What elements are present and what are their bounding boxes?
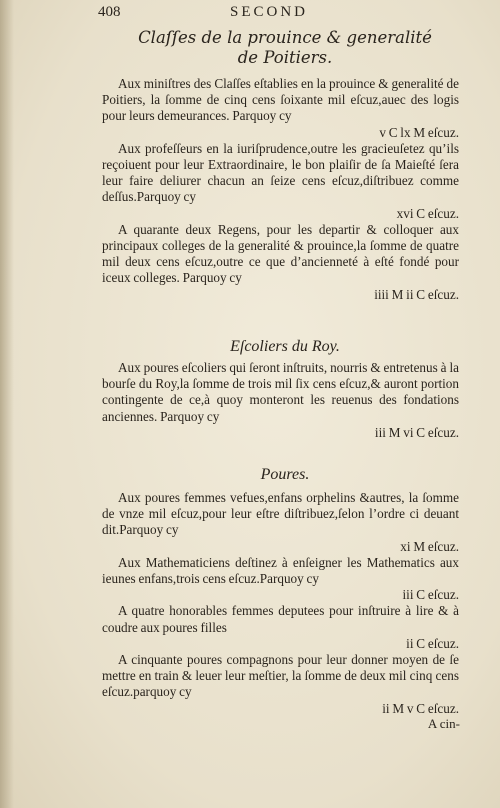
page-gutter-shadow xyxy=(0,0,14,808)
paragraph-text: Aux poures eſcoliers qui ſeront inſtruits, nourris & entretenus à la bourſe du Roy,la ſomme de trois mil ſix cens eſcuz,& auront portion contingente de ce,à quoy monteront les reuenus des fondations anciennes. Parquoy cy xyxy=(102,360,459,424)
amount: xi M eſcuz. xyxy=(400,538,459,554)
paragraph-text: Aux Mathematiciens deſtinez à enſeigner les Mathematics aux ieunes enfans,trois cens eſcuz.Parquoy cy xyxy=(102,554,459,587)
amount: ii M v C eſcuz. xyxy=(382,700,459,716)
catchword: A cin- xyxy=(427,716,460,731)
paragraph-text: Aux poures femmes vefues,enfans orphelins &autres, la ſomme de vnze mil eſcuz,pour leur eſtre diſtribuez,ſelon l’ordre ci deuant dit.Parquoy cy xyxy=(102,490,459,538)
paragraph-text: Aux miniſtres des Claſſes eſtablies en la prouince & generalité de Poitiers, la ſomme de cinq cens ſoixante mil eſcuz,auec des logis pour leurs demeurances. Parquoy cy xyxy=(102,76,459,124)
paragraph-text: Aux profeſſeurs en la iuriſprudence,outre les gracieuſetez qu’ils reçoiuent pour leur Extraordinaire, le bon plaiſir de ſa Maieſté ſera leur faire deliurer chacun an ſeize cens eſcuz,diſtribuez comme deſſus.Parquoy cy xyxy=(102,140,459,205)
paragraph-text: A quarante deux Regens, pour les departir & colloquer aux principaux colleges de la generalité & prouince,la ſomme de quatre mil deux cens eſcuz,outre ce que d’ancienneté à eſté fondé pour iceux colleges. Parquoy cy xyxy=(102,221,459,286)
text-block-poures xyxy=(102,490,459,717)
title-line-1: Claſſes de la prouince & generalité xyxy=(138,28,432,47)
heading-poures: Poures. xyxy=(260,466,310,483)
text-block-escoliers xyxy=(102,360,459,441)
paragraph xyxy=(102,222,459,303)
amount: v C lx M eſcuz. xyxy=(379,124,459,140)
amount: xvi C eſcuz. xyxy=(396,205,459,221)
paragraph xyxy=(102,555,459,604)
running-head: SECOND xyxy=(230,4,309,20)
page-header xyxy=(0,4,500,24)
paragraph xyxy=(102,141,459,222)
paragraph xyxy=(102,76,459,141)
text-block-classes xyxy=(102,76,459,303)
amount: iiii M ii C eſcuz. xyxy=(374,286,459,302)
page-number: 408 xyxy=(98,4,121,20)
amount: iii M vi C eſcuz. xyxy=(374,424,459,440)
paragraph-text: A cinquante poures compagnons pour leur donner moyen de ſe mettre en train & leuer leur meſtier, la ſomme de deux mil cinq cens eſcuz.parquoy cy xyxy=(102,652,459,700)
paragraph xyxy=(102,490,459,555)
section-title xyxy=(100,28,470,68)
paragraph xyxy=(102,360,459,441)
amount: iii C eſcuz. xyxy=(402,587,459,603)
title-line-2: de Poitiers. xyxy=(237,48,333,67)
paragraph xyxy=(102,603,459,652)
paragraph xyxy=(102,652,459,717)
paragraph-text: A quatre honorables femmes deputees pour inſtruire à lire & à coudre aux poures filles xyxy=(102,603,459,635)
amount: ii C eſcuz. xyxy=(406,635,459,651)
heading-escoliers: Eſcoliers du Roy. xyxy=(230,338,340,355)
